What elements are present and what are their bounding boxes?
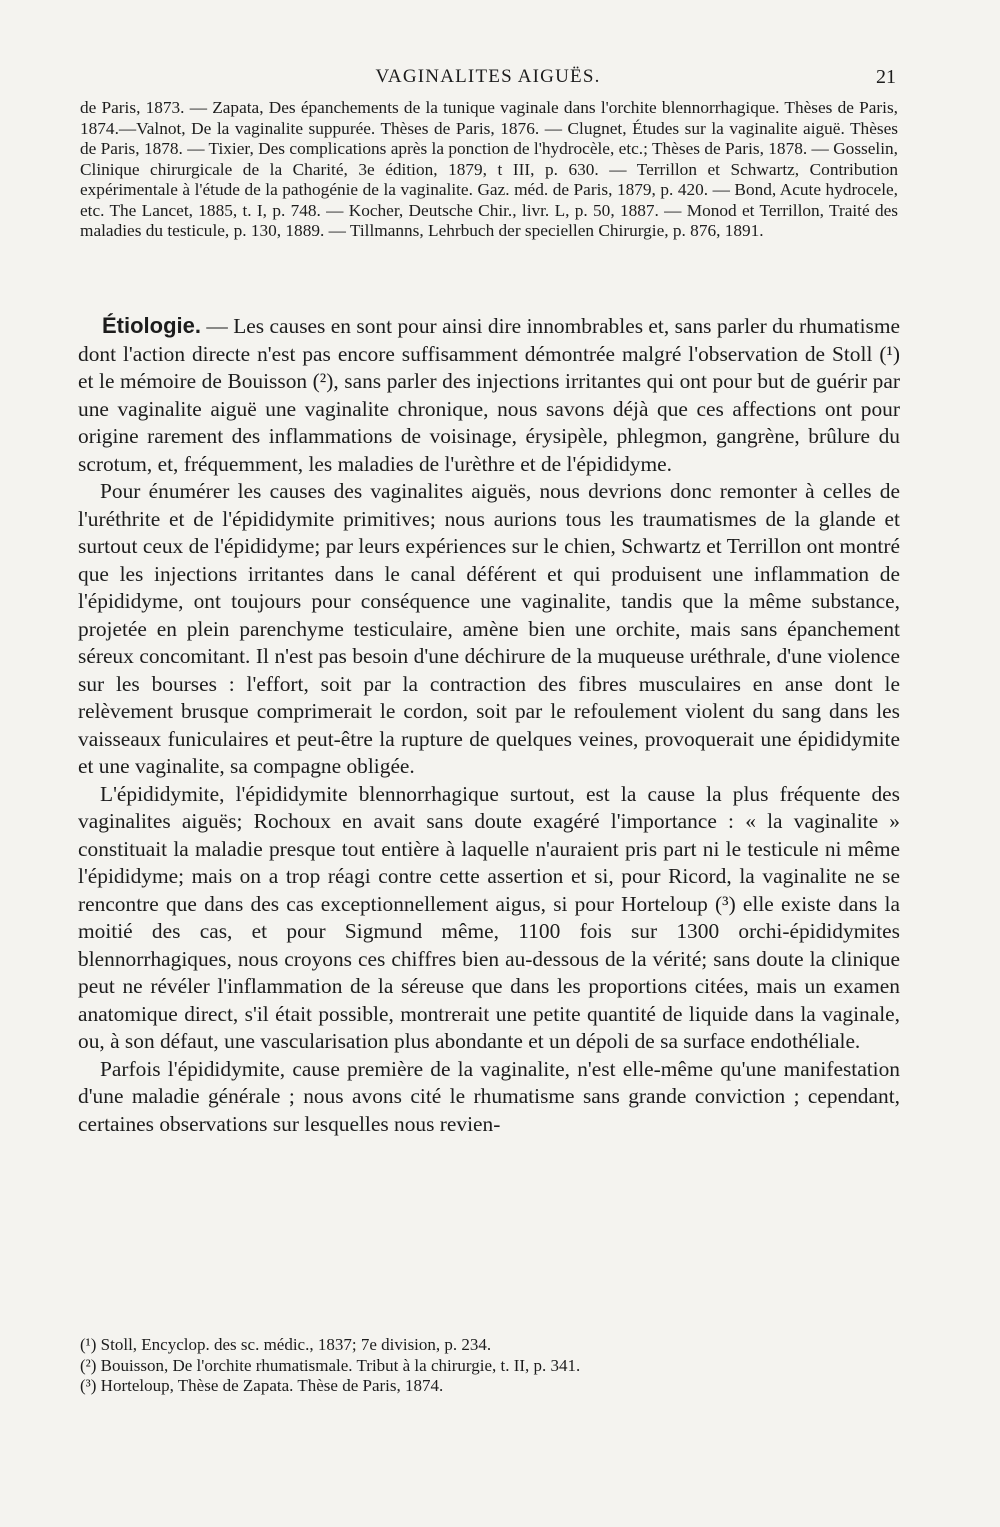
- paragraph-text: — Les causes en sont pour ainsi dire innombrables et, sans parler du rhumatisme dont l'action directe n'est pas encore suffisamment démontrée malgré l'observation de Stoll (¹) et le mémoire de Bouisson (²), sans parler des injections irritantes qui ont pour but de guérir par une vaginalite aiguë une vaginalite chronique, nous savons déjà que ces affections ont pour origine rarement des inflammations de voisinage, érysipèle, phlegmon, gangrène, brûlure du scrotum, et, fréquemment, les maladies de l'urèthre et de l'épididyme.: [78, 314, 900, 476]
- footnote: (²) Bouisson, De l'orchite rhumatismale. Tribut à la chirurgie, t. II, p. 341.: [80, 1355, 581, 1375]
- section-heading: Étiologie.: [102, 313, 201, 338]
- paragraph-etiologie: [78, 312, 900, 478]
- running-title: VAGINALITES AIGUËS.: [375, 66, 601, 87]
- paragraph: Pour énumérer les causes des vaginalites aiguës, nous devrions donc remonter à celles de l'uréthrite et de l'épididymite primitives; nous aurions tous les traumatismes de la glande et surtout ceux de l'épididyme; par leurs expériences sur le chien, Schwartz et Terrillon ont montré que les injections irritantes dans le canal déférent et qui produisent une inflammation de l'épididyme, ont toujours pour conséquence une vaginalite, tandis que la même substance, projetée en plein parenchyme testiculaire, amène bien une orchite, mais sans épanchement séreux concomitant. Il n'est pas besoin d'une déchirure de la muqueuse uréthrale, d'une violence sur les bourses : l'effort, soit par la contraction des fibres musculaires en anse dont le relèvement brusque comprimerait le cordon, soit par le refoulement violent du sang dans les vaisseaux funiculaires et peut-être la rupture de quelques veines, provoquerait une épididymite et une vaginalite, sa compagne obligée.: [78, 479, 900, 778]
- footnotes: [80, 1335, 860, 1397]
- page-header: [80, 66, 896, 96]
- page-number: 21: [876, 66, 896, 88]
- footnote: (¹) Stoll, Encyclop. des sc. médic., 1837; 7e division, p. 234.: [80, 1335, 492, 1354]
- main-text: [78, 312, 900, 1138]
- paragraph: Parfois l'épididymite, cause première de la vaginalite, n'est elle-même qu'une manifestation d'une maladie générale ; nous avons cité le rhumatisme sans grande conviction ; cependant, certaines observations sur lesquelles nous revien-: [78, 1056, 900, 1136]
- footnote: (³) Horteloup, Thèse de Zapata. Thèse de Paris, 1874.: [80, 1376, 444, 1395]
- paragraph: L'épididymite, l'épididymite blennorrhagique surtout, est la cause la plus fréquente des vaginalites aiguës; Rochoux en avait sans doute exagéré l'importance : « la vaginalite » constituait la maladie presque tout entière à laquelle n'auraient pris part ni le testicule ni même l'épididyme; mais on a trop réagi contre cette assertion et si, pour Ricord, la vaginalite ne se rencontre que dans des cas exceptionnellement aigus, si pour Horteloup (³) elle existe dans la moitié des cas, et pour Sigmund même, 1100 fois sur 1300 orchi-épididymites blennorrhagiques, nous croyons ces chiffres bien au-dessous de la vérité; sans doute la clinique peut ne révéler l'inflammation de la séreuse que dans les proportions citées, mais un examen anatomique direct, s'il était possible, montrerait une petite quantité de liquide dans la vaginale, ou, à son défaut, une vascularisation plus abondante et un dépoli de sa surface endothéliale.: [78, 781, 900, 1053]
- bibliography-block: de Paris, 1873. — Zapata, Des épanchements de la tunique vaginale dans l'orchite blennorrhagique. Thèses de Paris, 1874.—Valnot, De la vaginalite suppurée. Thèses de Paris, 1876. — Clugnet, Études sur la vaginalite aiguë. Thèses de Paris, 1878. — Tixier, Des complications après la ponction de l'hydrocèle, etc.; Thèses de Paris, 1878. — Gosselin, Clinique chirurgicale de la Charité, 3e édition, 1879, t III, p. 630. — Terrillon et Schwartz, Contribution expérimentale à l'étude de la pathogénie de la vaginalite. Gaz. méd. de Paris, 1879, p. 420. — Bond, Acute hydrocele, etc. The Lancet, 1885, t. I, p. 748. — Kocher, Deutsche Chir., livr. L, p. 50, 1887. — Monod et Terrillon, Traité des maladies du testicule, p. 130, 1889. — Tillmanns, Lehrbuch der speciellen Chirurgie, p. 876, 1891.: [80, 98, 898, 240]
